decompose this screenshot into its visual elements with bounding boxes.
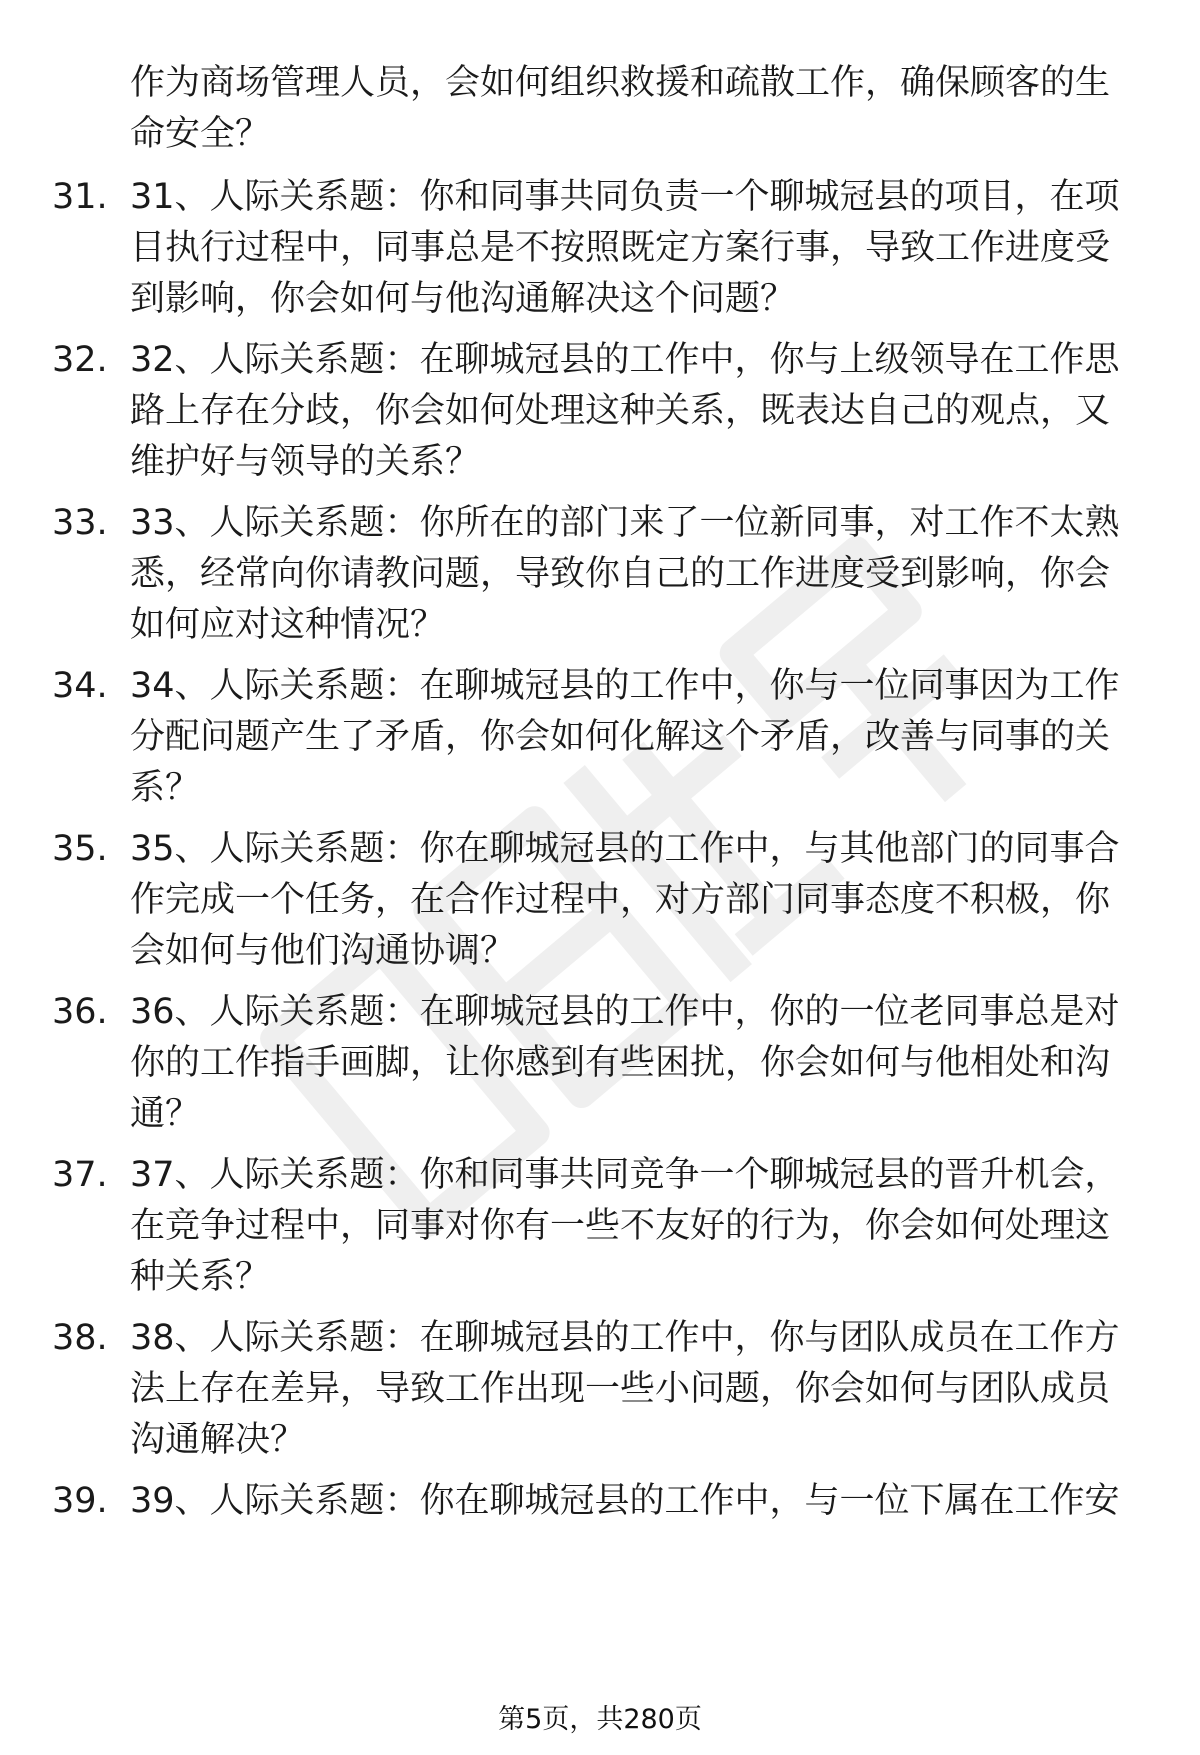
question-item — [0, 824, 1200, 977]
question-item — [0, 1150, 1200, 1303]
question-number: 35. — [52, 829, 108, 869]
question-item — [0, 1313, 1200, 1466]
continuation-paragraph: 作为商场管理人员，会如何组织救援和疏散工作，确保顾客的生命安全？ — [130, 63, 1111, 154]
question-text: 39、人际关系题：你在聊城冠县的工作中，与一位下属在工作安 — [130, 1481, 1120, 1521]
question-item — [0, 335, 1200, 488]
question-item — [0, 1476, 1200, 1629]
question-text: 32、人际关系题：在聊城冠县的工作中，你与上级领导在工作思路上存在分歧，你会如何处理这种关系，既表达自己的观点，又维护好与领导的关系？ — [130, 340, 1120, 482]
question-text: 37、人际关系题：你和同事共同竞争一个聊城冠县的晋升机会，在竞争过程中，同事对你有一些不友好的行为，你会如何处理这种关系？ — [130, 1155, 1120, 1297]
page-footer: 第5页，共280页 — [498, 1704, 702, 1735]
question-number: 34. — [52, 666, 108, 706]
question-text: 34、人际关系题：在聊城冠县的工作中，你与一位同事因为工作分配问题产生了矛盾，你会如何化解这个矛盾，改善与同事的关系？ — [130, 666, 1120, 808]
question-text: 35、人际关系题：你在聊城冠县的工作中，与其他部门的同事合作完成一个任务，在合作过程中，对方部门同事态度不积极，你会如何与他们沟通协调？ — [130, 829, 1120, 971]
question-item — [0, 498, 1200, 651]
question-number: 37. — [52, 1155, 108, 1195]
question-number: 33. — [52, 503, 108, 543]
question-number: 32. — [52, 340, 108, 380]
question-number: 36. — [52, 992, 108, 1032]
question-number: 31. — [52, 177, 108, 217]
question-item — [0, 172, 1200, 325]
question-number: 38. — [52, 1318, 108, 1358]
question-item — [0, 661, 1200, 814]
question-text: 36、人际关系题：在聊城冠县的工作中，你的一位老同事总是对你的工作指手画脚，让你感到有些困扰，你会如何与他相处和沟通？ — [130, 992, 1120, 1134]
question-text: 31、人际关系题：你和同事共同负责一个聊城冠县的项目，在项目执行过程中，同事总是不按照既定方案行事，导致工作进度受到影响，你会如何与他沟通解决这个问题？ — [130, 177, 1120, 319]
question-text: 33、人际关系题：你所在的部门来了一位新同事，对工作不太熟悉，经常向你请教问题，导致你自己的工作进度受到影响，你会如何应对这种情况？ — [130, 503, 1120, 645]
question-text: 38、人际关系题：在聊城冠县的工作中，你与团队成员在工作方法上存在差异，导致工作出现一些小问题，你会如何与团队成员沟通解决？ — [130, 1318, 1120, 1460]
question-number: 39. — [52, 1481, 108, 1521]
question-item — [0, 987, 1200, 1140]
